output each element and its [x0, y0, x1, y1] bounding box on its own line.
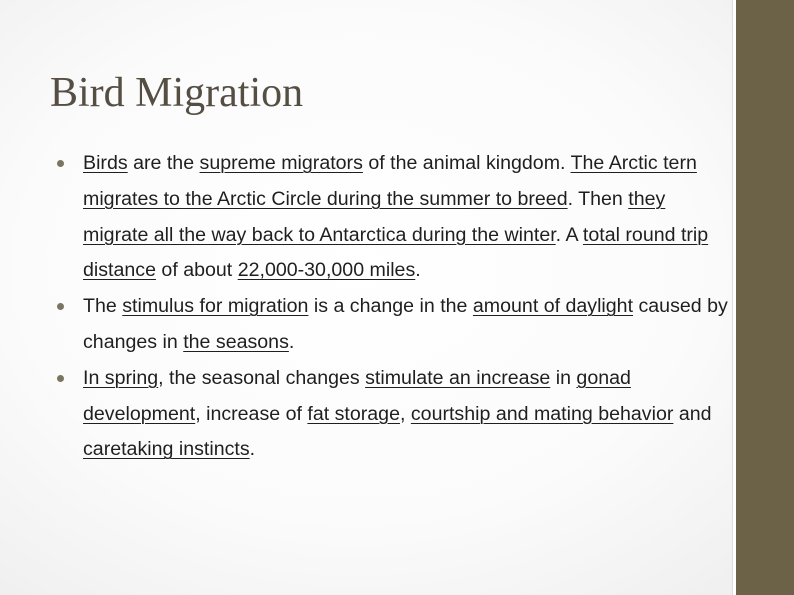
bullet-dot-icon — [57, 375, 64, 382]
underlined-phrase: The Arctic tern migrates to the Arctic Circle during the summer to breed — [83, 152, 697, 210]
text-segment: The — [83, 295, 123, 318]
underlined-phrase: In spring — [83, 366, 159, 389]
text-segment: of about — [155, 259, 238, 282]
underlined-phrase: the seasons — [183, 330, 289, 353]
text-segment: , increase of — [195, 402, 308, 425]
text-segment: and — [673, 402, 712, 425]
text-segment: . — [249, 438, 256, 461]
underlined-phrase: total round trip distance — [83, 223, 709, 282]
text-segment: are the — [127, 152, 200, 174]
text-segment: . — [288, 330, 295, 353]
text-segment: , the seasonal changes — [158, 366, 366, 389]
underlined-phrase: 22,000-30,000 miles — [237, 259, 416, 282]
underlined-phrase: they migrate all the way back to Antarctica during the winter — [83, 187, 666, 246]
underlined-phrase: amount of daylight — [472, 295, 634, 318]
underlined-phrase: courtship and mating behavior — [410, 402, 674, 425]
underlined-phrase: supreme migrators — [199, 152, 363, 174]
underlined-phrase: stimulate an increase — [365, 366, 551, 389]
underlined-phrase: fat storage — [307, 402, 400, 425]
bullet-dot-icon — [57, 160, 64, 167]
bullet-item — [50, 146, 736, 289]
text-segment: , — [399, 402, 411, 425]
text-segment: of the animal kingdom. — [362, 152, 571, 174]
text-segment: caused by changes in — [83, 295, 728, 353]
text-segment: . — [415, 259, 421, 282]
bullet-item — [50, 361, 736, 468]
text-segment: in — [550, 366, 577, 389]
slide-title: Bird Migration — [50, 70, 304, 116]
underlined-phrase: gonad development — [83, 366, 631, 425]
bullet-text — [83, 367, 712, 461]
text-segment: . A — [555, 223, 583, 246]
underlined-phrase: Birds — [83, 152, 128, 174]
bullet-item — [50, 289, 736, 361]
text-segment: . Then — [567, 187, 629, 210]
bullet-list — [50, 146, 736, 468]
bullet-dot-icon — [57, 303, 64, 310]
bullet-text — [83, 295, 728, 353]
right-accent-bar — [736, 0, 794, 595]
underlined-phrase: caretaking instincts — [83, 438, 250, 461]
bullet-text — [83, 152, 708, 281]
text-segment: is a change in the — [308, 295, 473, 318]
underlined-phrase: stimulus for migration — [122, 295, 309, 318]
